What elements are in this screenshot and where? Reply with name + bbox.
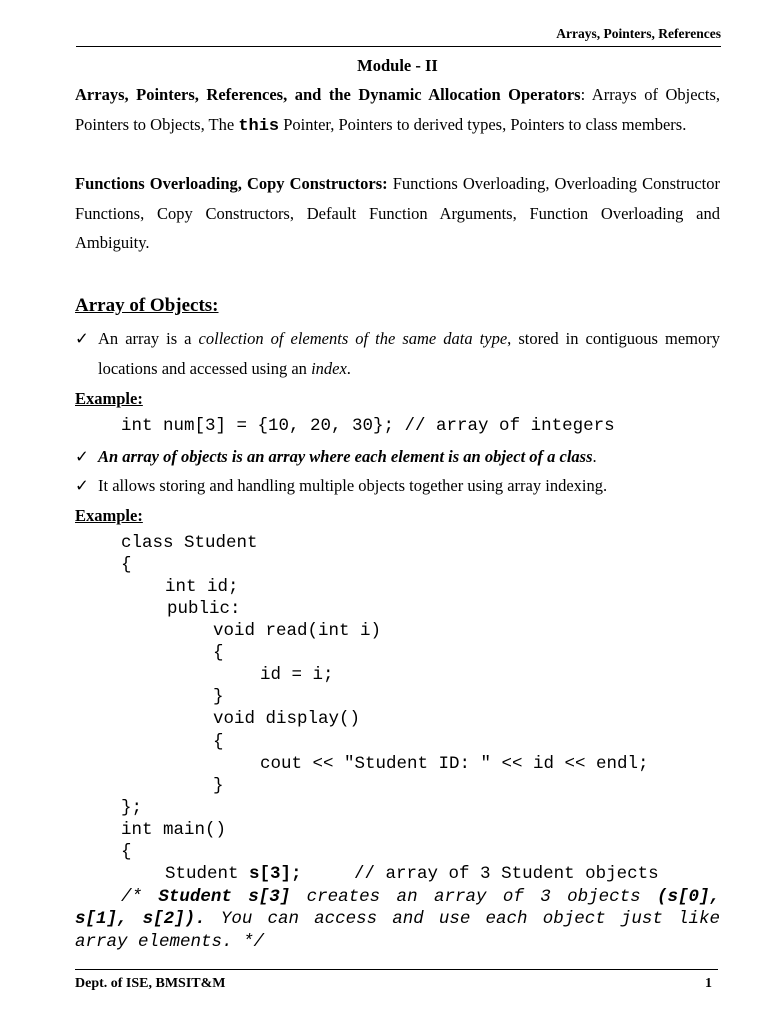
code-line: {	[121, 555, 132, 575]
bullet-array-definition	[75, 324, 720, 383]
code-line	[165, 863, 659, 885]
code-line: {	[213, 643, 224, 663]
code-fragment: Student	[165, 864, 250, 884]
header-rule	[76, 46, 721, 47]
check-icon: ✓	[75, 476, 89, 495]
code-line: int main()	[121, 820, 227, 840]
topic1-heading: Arrays, Pointers, References, and the Dynamic Allocation Operators	[75, 85, 581, 104]
code-line: void display()	[213, 709, 361, 729]
code-comment-paragraph	[75, 886, 720, 953]
example-label-2: Example:	[75, 506, 143, 525]
footer-page-number: 1	[705, 976, 712, 991]
comment-bold-b: (s[0], s[1], s[2]).	[75, 887, 720, 930]
bullet-array-indexing	[75, 471, 720, 501]
code-comment: // array of 3 Student objects	[301, 864, 659, 884]
code-line: public:	[167, 599, 241, 619]
code-line: }	[213, 687, 224, 707]
bullet1-italic-a: collection of elements of the same data type	[198, 329, 508, 348]
comment-bold-a: Student s[3]	[158, 887, 291, 907]
check-icon: ✓	[75, 447, 89, 466]
topic1-separator: :	[580, 85, 592, 104]
code-line: {	[121, 842, 132, 862]
syllabus-paragraph-1	[75, 80, 720, 141]
bullet2-end: .	[592, 447, 597, 466]
code-line: }	[213, 776, 224, 796]
topic1-text-b: Pointer, Pointers to derived types, Pointers to class members.	[279, 114, 687, 134]
module-title: Module - II	[357, 56, 438, 75]
footer-department: Dept. of ISE, BMSIT&M	[75, 976, 226, 991]
comment-open: /*	[121, 887, 159, 907]
code-line: void read(int i)	[213, 621, 382, 641]
section-heading: Array of Objects:	[75, 295, 219, 316]
comment-text-b: You can access and use each object just like array elements. */	[75, 909, 721, 952]
code-line: class Student	[121, 533, 258, 553]
code-line: id = i;	[260, 665, 334, 685]
running-header: Arrays, Pointers, References	[556, 26, 721, 41]
code-line: cout << "Student ID: " << id << endl;	[260, 754, 649, 774]
bullet3-text: It allows storing and handling multiple objects together using array indexing.	[98, 476, 608, 495]
bullet2-text: An array of objects is an array where each element is an object of a class	[98, 447, 593, 466]
topic2-text: Functions Overloading, Overloading Constructor Functions, Copy Constructors, Default Function Arguments, Function Overloading and Ambiguity.	[75, 174, 721, 253]
this-keyword: this	[238, 116, 280, 136]
bullet1-text-c: .	[346, 358, 351, 378]
bullet1-text-b: , stored in contiguous memory locations and accessed using an	[98, 329, 720, 378]
check-icon: ✓	[75, 329, 89, 348]
bullet-array-of-objects	[75, 442, 720, 472]
code-line: {	[213, 732, 224, 752]
topic1-text-a: Arrays of Objects, Pointers to Objects, The	[75, 85, 720, 134]
bullet1-italic-b: index	[311, 358, 347, 378]
comment-text-a: creates an array of 3 objects	[290, 887, 657, 907]
code-line: };	[121, 798, 143, 818]
example1-code: int num[3] = {10, 20, 30}; // array of integers	[121, 416, 615, 436]
code-line: int id;	[165, 577, 239, 597]
example-label-1: Example:	[75, 389, 143, 408]
topic2-heading: Functions Overloading, Copy Constructors:	[75, 174, 388, 193]
footer-rule	[75, 969, 718, 970]
code-fragment-bold: s[3];	[249, 864, 302, 884]
bullet1-text-a: An array is a	[98, 329, 199, 348]
syllabus-paragraph-2	[75, 169, 720, 258]
